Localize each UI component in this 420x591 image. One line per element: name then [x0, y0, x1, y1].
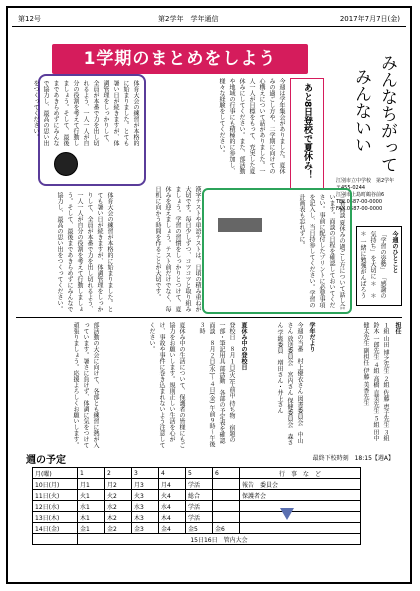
side-title-line2: みんないい [351, 68, 371, 153]
schedule-cell: 金6 [213, 523, 240, 534]
schedule-header-cell: 1 [78, 468, 105, 479]
teacher-character [50, 152, 78, 180]
class-list-text: 今週の当番 村上優衣さん 図書委員会 中山さん 放送委員会 宮内さん 保健委員会 森さん 学級委員 増田さん・井上さん [276, 322, 303, 446]
schedule-row [33, 479, 361, 490]
weekly-quote-box [356, 226, 402, 306]
schedule-cell: 火1 [78, 490, 105, 501]
left-article [18, 192, 114, 314]
schedule-cell: 木4 [159, 512, 186, 523]
schedule-cell: 学活 [186, 501, 213, 512]
issue-number: 第12号 [18, 15, 41, 23]
schedule-cell: 金3 [132, 523, 159, 534]
schedule-table [32, 467, 361, 545]
side-title [348, 46, 398, 176]
lower-mid-article [104, 322, 186, 448]
schedule-cell: 10日(月) [33, 479, 78, 490]
class-list-heading: 学年だより [308, 322, 315, 352]
schedule-header-cell: 6 [213, 468, 240, 479]
info-text: 登校日 ８月１日(火)午前中 持ち物 宿題の一部・筆記用具 部活動 各部の予定表を確認 面談 ８月２日(水)〜４日(金) 午前９時〜午後３時 [198, 322, 235, 448]
highlight-stamp [218, 218, 262, 232]
schedule-cell [213, 512, 240, 523]
school-info-fax: FAX.0587-00-0000 [336, 206, 383, 212]
schedule-cell: 月1 [78, 479, 105, 490]
schedule-cell: 13日(木) [33, 512, 78, 523]
schedule-cell: 総合 [186, 490, 213, 501]
schedule-header-cell: 2 [105, 468, 132, 479]
schedule-cell [240, 523, 361, 534]
lower-left-text: 部活動の大会に向けて、各部とも練習に熱が入っています。暑さに負けず、体調に気をつけて頑張りましょう。応援よろしくお願いします。 [72, 322, 99, 448]
schedule-row [33, 512, 361, 523]
countdown-banner [290, 78, 324, 190]
schedule-cell: 水1 [78, 501, 105, 512]
info-heading: 夏休み中の登校日 [240, 322, 247, 370]
notice-box [202, 188, 352, 314]
schedule-note: 最終下校時刻 18:15【週A】 [312, 455, 394, 462]
schedule-cell: 報告 委員会 [240, 479, 361, 490]
schedule-title: 週の予定 [26, 455, 66, 466]
schedule-cell: 木3 [132, 512, 159, 523]
schedule-cell: 水3 [132, 501, 159, 512]
schedule-cell: 月2 [105, 479, 132, 490]
notice-text: 三者面談 夏休みの過ごし方について話し合います。面談の日程を確認しておいてください。事前に配付したプリントに必要事項を記入し、当日持参してください。学習の計画表も忘れずに。 [298, 194, 345, 310]
schedule-cell [213, 501, 240, 512]
schedule-header-row [33, 468, 361, 479]
left-article-text: 体育大会の練習が本格的に始まりました。とても暑い日が続きますが、体調管理をしっかりして、全員が本番で力を出し切れるよう、一人一人が自分の役割を考えて行動しましょう。そして、最後まであきらめずにみんなで協力し、最高の思い出をつくってください。 [56, 192, 113, 312]
schedule-cell: 火4 [159, 490, 186, 501]
schedule-header-cell: 月(曜) [33, 468, 78, 479]
study-article [118, 186, 202, 314]
study-article-text: 漢字テストや単語テストは、日頃の積み重ねが大切です。毎日少しずつ、コツコツと取り組みましょう。学習の習慣をしっかりとつけて、夏休みを迎えましょう。テスト前だけでなく、毎日机に向かう時間を作ることが大切です。 [154, 186, 201, 312]
schedule-row [33, 490, 361, 501]
schedule-cell: 学活 [186, 512, 213, 523]
arrow-down-icon [280, 508, 294, 520]
schedule-cell: 月4 [159, 479, 186, 490]
article-main [148, 78, 286, 178]
schedule-header-cell: 5 [186, 468, 213, 479]
schedule-cell: 金1 [78, 523, 105, 534]
schedule-cell [213, 490, 240, 501]
info-article [190, 322, 248, 448]
schedule-cell: 水2 [105, 501, 132, 512]
schedule-cell: 火2 [105, 490, 132, 501]
schedule-cell: 金5 [186, 523, 213, 534]
schedule-cell: 12日(水) [33, 501, 78, 512]
lower-left-article [18, 322, 100, 448]
schedule-footer-spacer [33, 534, 78, 545]
schedule-cell: 水4 [159, 501, 186, 512]
schedule-cell: 保護者会 [240, 490, 361, 501]
schedule-header-cell: 3 [132, 468, 159, 479]
schedule-cell [240, 512, 361, 523]
teacher-list [320, 322, 402, 448]
teacher-list-heading: 担任 [394, 322, 401, 334]
school-name: 第2学年 学年通信 [158, 15, 219, 23]
article-main-text: 今週は学年集会がありました。夏休みの過ごし方や、二学期に向けての心構えについて話がありました。一人一人が目標をもって、充実した夏休みにしてください。また、部活動や地域の行事にも積極的に参加し、様々な経験をしてください。 [218, 78, 285, 174]
schedule-row [33, 523, 361, 534]
class-list [252, 322, 316, 448]
school-info-name: 江別市立中学校 第2学年 [336, 178, 395, 184]
schedule-row [33, 501, 361, 512]
schedule-cell [240, 501, 361, 512]
schedule-cell: 11日(火) [33, 490, 78, 501]
teacher-list-text: １組 山田 博之先生 ２組 佐藤 恵子先生 ３組 鈴木 一郎先生 ４組 高橋 直美先生 ５組 田中 健太先生 副担任 伊藤 美香先生 [362, 322, 389, 442]
countdown-text: あと8日登校で夏休み！ [302, 83, 312, 180]
page-title: 1学期のまとめをしよう [52, 44, 308, 74]
issue-date: 2017年7月7日(金) [339, 15, 400, 23]
schedule-header-cell: 行 事 な ど [240, 468, 361, 479]
schedule-cell: 金2 [105, 523, 132, 534]
schedule-cell: 14日(金) [33, 523, 78, 534]
newsletter-page [6, 6, 412, 584]
weekly-quote-label: 今週のひとこと [391, 231, 398, 273]
intro-text: 体育大会の練習が本格的に始まりました。とても暑い日が続きますが、体調管理をしっかりして、全員が本番で力を出し切れるよう、一人一人が自分の役割を考えて行動しましょう。そして、最後まであきらめずにみんなで協力し、最高の思い出をつくってください。 [32, 80, 139, 146]
intro-box [32, 74, 146, 186]
school-info-addr: 〒455-0244 [336, 185, 366, 191]
lower-mid-text: 夏休み中の生活について、保護者の皆様にもご協力をお願いします。規則正しい生活を心がけ、事故や事件に巻き込まれないよう注意してください。 [148, 322, 185, 448]
schedule-cell: 月3 [132, 479, 159, 490]
schedule-cell: 木2 [105, 512, 132, 523]
weekly-quote-text: 「学習の姿勢」 「感謝の気持ち」を大切に ＊ ＊ ＊ 一緒に勉強がんばろう [359, 231, 386, 305]
school-info-tel: TEL.0587-00-0000 [336, 199, 383, 205]
schedule-footer-row [33, 534, 361, 545]
schedule-cell: 木1 [78, 512, 105, 523]
header-divider [12, 26, 406, 27]
schedule-header-cell: 4 [159, 468, 186, 479]
schedule-cell [213, 479, 240, 490]
side-title-line1: みんなちがって [377, 54, 397, 173]
section-divider [16, 317, 402, 318]
schedule-cell: 火3 [132, 490, 159, 501]
school-info-addr2: 江別市上島町鶴谷前6 [336, 192, 385, 198]
schedule-footer: 15日16日 管内大会 [78, 534, 361, 545]
header [8, 12, 410, 26]
schedule-cell: 学活 [186, 479, 213, 490]
schedule-cell: 金4 [159, 523, 186, 534]
